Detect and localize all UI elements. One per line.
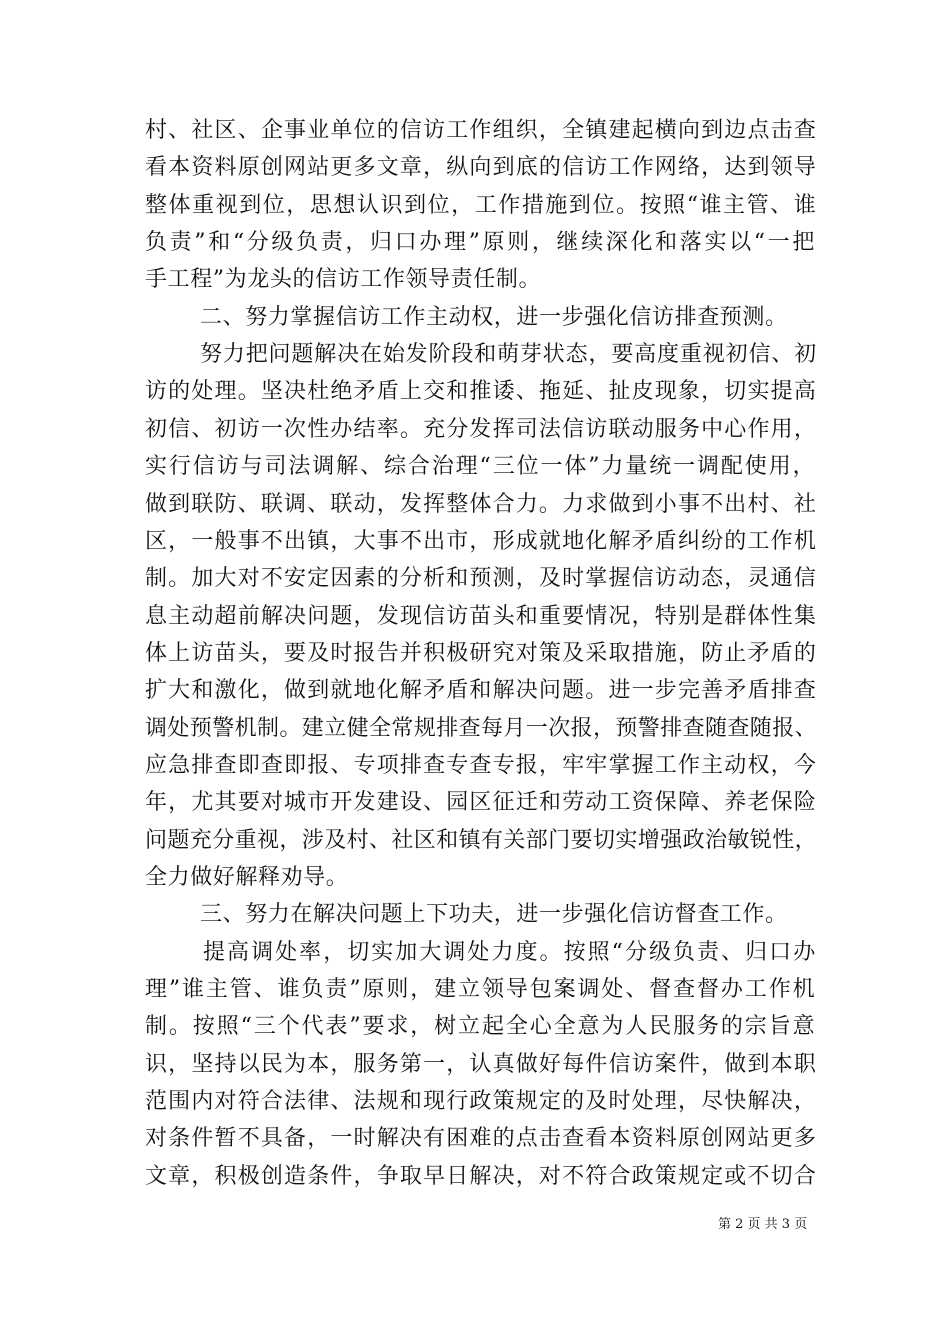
text-line: 初信、初访一次性办结率。充分发挥司法信访联动服务中心作用，: [145, 417, 818, 442]
text-line: 体上访苗头，要及时报告并积极研究对策及采取措施，防止矛盾的: [145, 641, 818, 666]
text-line: 制。加大对不安定因素的分析和预测，及时掌握信访动态，灵通信: [145, 566, 818, 591]
text-line: 制。按照“三个代表”要求，树立起全心全意为人民服务的宗旨意: [145, 1014, 817, 1039]
text-line: 努力把问题解决在始发阶段和萌芽状态，要高度重视初信、初: [200, 342, 818, 367]
text-line: 全力做好解释劝导。: [145, 865, 349, 890]
text-line: 问题充分重视，涉及村、社区和镇有关部门要切实增强政治敏锐性，: [145, 828, 818, 853]
text-line: 年，尤其要对城市开发建设、园区征迁和劳动工资保障、养老保险: [145, 790, 818, 815]
text-line: 访的处理。坚决杜绝矛盾上交和推诿、拖延、扯皮现象，切实提高: [145, 379, 818, 404]
text-line: 做到联防、联调、联动，发挥整体合力。力求做到小事不出村、社: [145, 492, 818, 517]
text-line: 实行信访与司法调解、综合治理“三位一体”力量统一调配使用，: [145, 454, 817, 479]
text-line: 三、努力在解决问题上下功夫，进一步强化信访督查工作。: [200, 902, 788, 927]
text-line: 负责”和“分级负责，归口办理”原则，继续深化和落实以“一把: [145, 230, 817, 255]
text-line: 调处预警机制。建立健全常规排查每月一次报，预警排查随查随报、: [145, 716, 818, 741]
text-line: 息主动超前解决问题，发现信访苗头和重要情况，特别是群体性集: [145, 604, 818, 629]
text-line: 范围内对符合法律、法规和现行政策规定的及时处理，尽快解决，: [145, 1089, 818, 1114]
page-number-footer: 第 2 页 共 3 页: [718, 1217, 808, 1232]
text-line: 识，坚持以民为本，服务第一，认真做好每件信访案件，做到本职: [145, 1052, 818, 1077]
text-line: 区，一般事不出镇，大事不出市，形成就地化解矛盾纠纷的工作机: [145, 529, 818, 554]
text-line: 理”谁主管、谁负责”原则，建立领导包案调处、督查督办工作机: [145, 977, 817, 1002]
text-line: 二、努力掌握信访工作主动权，进一步强化信访排查预测。: [200, 305, 788, 330]
text-line: 应急排查即查即报、专项排查专查专报，牢牢掌握工作主动权，今: [145, 753, 818, 778]
text-line: 对条件暂不具备，一时解决有困难的点击查看本资料原创网站更多: [145, 1126, 818, 1151]
text-line: 提高调处率，切实加大调处力度。按照“分级负责、归口办: [203, 940, 818, 965]
text-line: 村、社区、企事业单位的信访工作组织，全镇建起横向到边点击查: [145, 118, 818, 143]
text-line: 看本资料原创网站更多文章，纵向到底的信访工作网络，达到领导: [145, 155, 818, 180]
text-line: 手工程”为龙头的信访工作领导责任制。: [145, 267, 542, 292]
text-line: 整体重视到位，思想认识到位，工作措施到位。按照“谁主管、谁: [145, 193, 818, 218]
text-line: 文章，积极创造条件，争取早日解决，对不符合政策规定或不切合: [145, 1164, 818, 1189]
text-line: 扩大和激化，做到就地化解矛盾和解决问题。进一步完善矛盾排查: [145, 678, 818, 703]
